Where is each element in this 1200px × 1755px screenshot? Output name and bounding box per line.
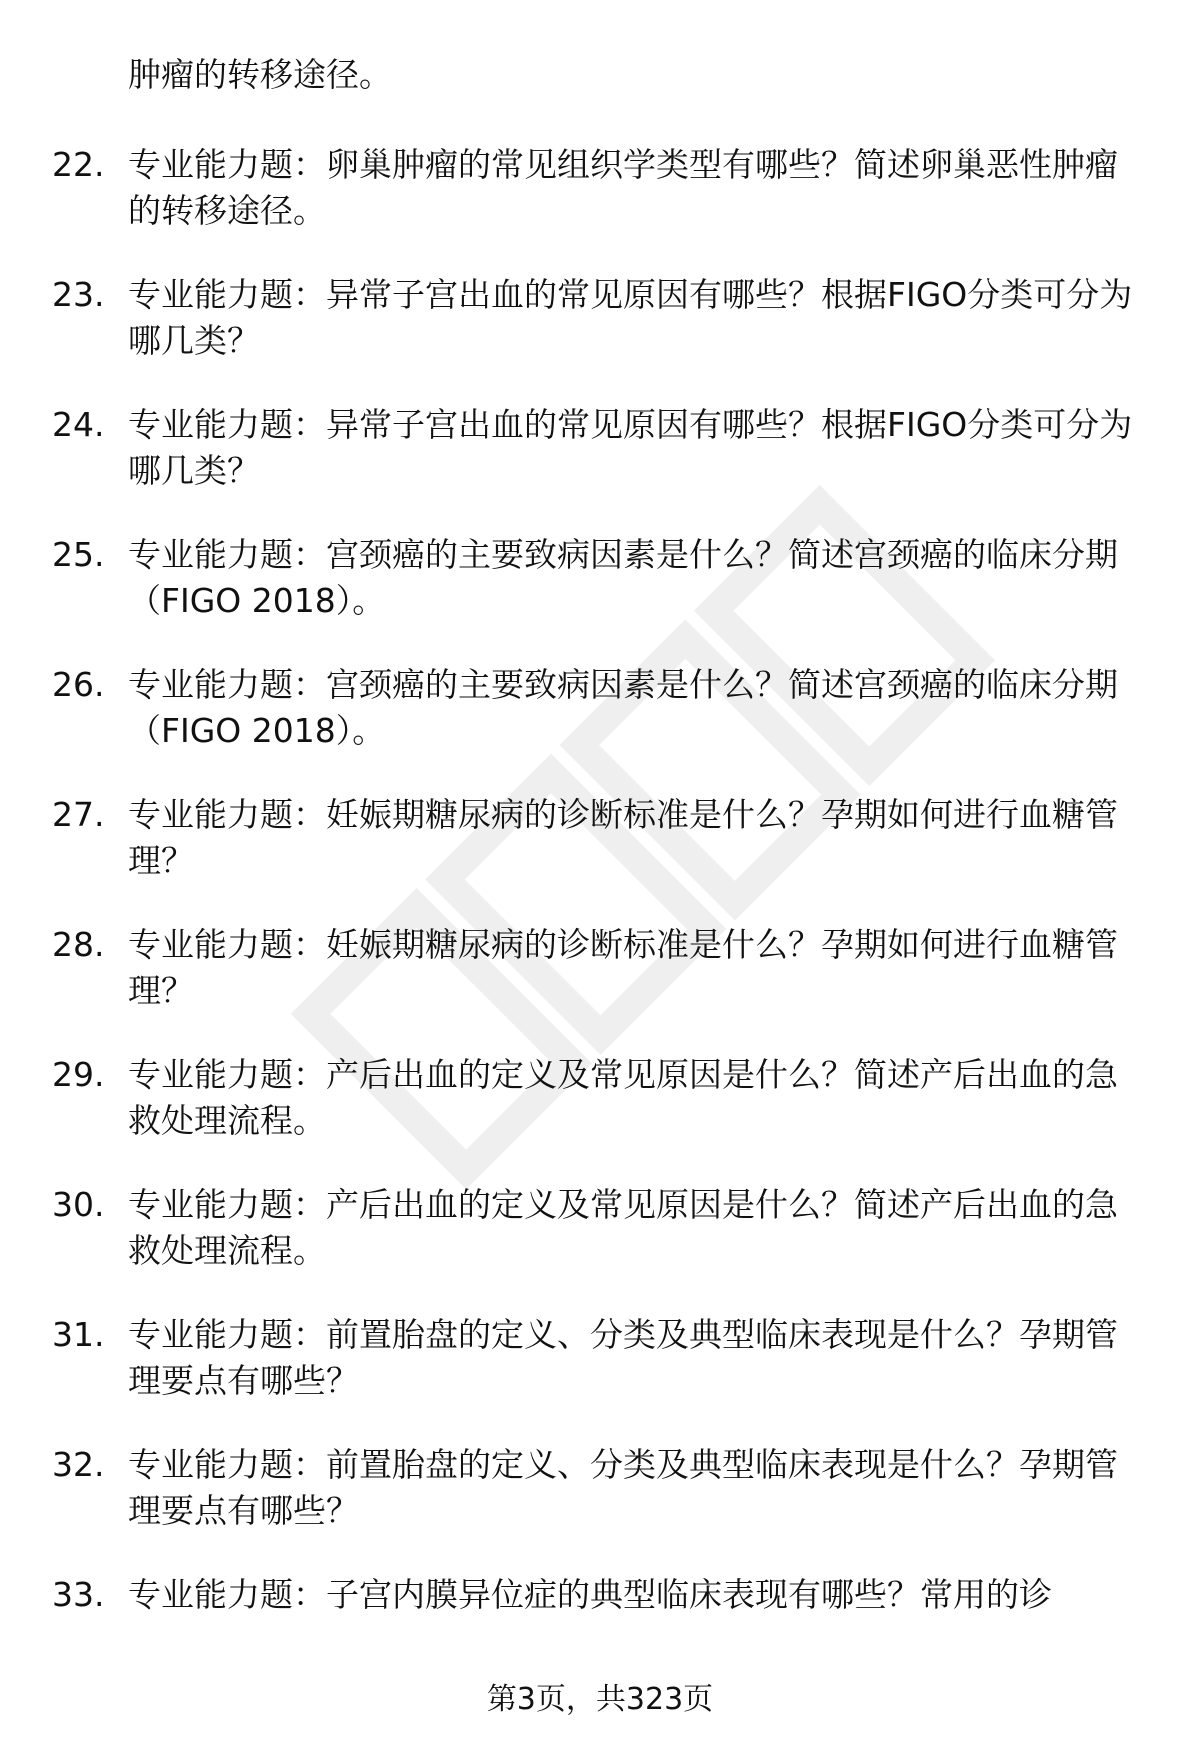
list-item — [0, 1182, 1200, 1312]
question-text: 专业能力题：妊娠期糖尿病的诊断标准是什么？孕期如何进行血糖管理？ — [128, 795, 1118, 880]
list-item — [0, 922, 1200, 1052]
question-text: 专业能力题：产后出血的定义及常见原因是什么？简述产后出血的急救处理流程。 — [128, 1185, 1118, 1270]
question-number: 29. — [52, 1055, 105, 1094]
question-number: 25. — [52, 535, 105, 574]
question-text: 专业能力题：宫颈癌的主要致病因素是什么？简述宫颈癌的临床分期（FIGO 2018）。 — [128, 535, 1118, 620]
question-text: 专业能力题：前置胎盘的定义、分类及典型临床表现是什么？孕期管理要点有哪些？ — [128, 1315, 1118, 1400]
question-number: 32. — [52, 1445, 105, 1484]
question-text: 专业能力题：产后出血的定义及常见原因是什么？简述产后出血的急救处理流程。 — [128, 1055, 1118, 1140]
continuation-text: 肿瘤的转移途径。 — [128, 55, 392, 94]
list-item — [0, 1312, 1200, 1442]
list-item — [0, 792, 1200, 922]
question-number: 31. — [52, 1315, 105, 1354]
list-item — [0, 272, 1200, 402]
question-number: 28. — [52, 925, 105, 964]
list-item — [0, 142, 1200, 272]
page-footer: 第3页，共323页 — [486, 1682, 714, 1717]
question-number: 24. — [52, 405, 105, 444]
list-item — [0, 532, 1200, 662]
question-text: 专业能力题：异常子宫出血的常见原因有哪些？根据FIGO分类可分为哪几类？ — [128, 275, 1133, 360]
list-item — [0, 662, 1200, 792]
question-number: 26. — [52, 665, 105, 704]
question-text: 专业能力题：异常子宫出血的常见原因有哪些？根据FIGO分类可分为哪几类？ — [128, 405, 1133, 490]
question-text: 专业能力题：卵巢肿瘤的常见组织学类型有哪些？简述卵巢恶性肿瘤的转移途径。 — [128, 145, 1118, 230]
question-number: 27. — [52, 795, 105, 834]
question-number: 33. — [52, 1575, 105, 1614]
question-text: 专业能力题：宫颈癌的主要致病因素是什么？简述宫颈癌的临床分期（FIGO 2018）。 — [128, 665, 1118, 750]
question-text: 专业能力题：妊娠期糖尿病的诊断标准是什么？孕期如何进行血糖管理？ — [128, 925, 1118, 1010]
question-text: 专业能力题：前置胎盘的定义、分类及典型临床表现是什么？孕期管理要点有哪些？ — [128, 1445, 1118, 1530]
list-item — [0, 1442, 1200, 1572]
question-number: 30. — [52, 1185, 105, 1224]
question-number: 22. — [52, 145, 105, 184]
question-text: 专业能力题：子宫内膜异位症的典型临床表现有哪些？常用的诊 — [128, 1575, 1052, 1614]
question-number: 23. — [52, 275, 105, 314]
list-item — [0, 1052, 1200, 1182]
list-item — [0, 402, 1200, 532]
question-list — [0, 142, 1200, 1702]
